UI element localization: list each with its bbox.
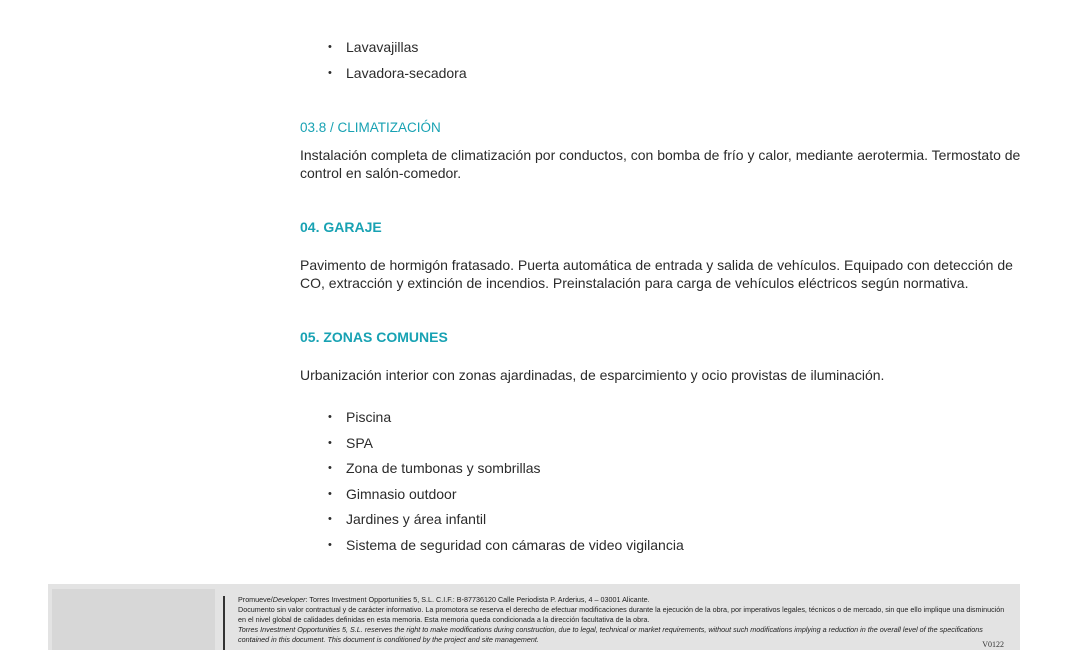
list-item bbox=[328, 533, 684, 559]
list-item bbox=[328, 431, 684, 457]
list-item bbox=[328, 507, 684, 533]
bullet: • bbox=[328, 411, 332, 423]
list-item-label: Piscina bbox=[346, 409, 392, 425]
page-footer bbox=[48, 584, 1020, 650]
list-item bbox=[328, 61, 467, 87]
appliance-list bbox=[328, 35, 467, 86]
bullet: • bbox=[328, 66, 332, 79]
disclaimer-en: Torres Investment Opportunities 5, S.L. reserves the right to make modifications during construction, due to legal, technical or market requirements, without such modifications implying a reduction in the overall level of the specifications contained in this document. This document is conditioned by the project and site management. bbox=[238, 625, 983, 644]
garaje-text: Pavimento de hormigón fratasado. Puerta automática de entrada y salida de vehículos. Equipado con detección de CO, extracción y extinción de incendios. Preinstalación para carga de vehículos eléctricos según normativa. bbox=[300, 257, 1013, 291]
footer-legal-text bbox=[238, 595, 1008, 645]
bullet: • bbox=[328, 436, 332, 449]
disclaimer-es: Documento sin valor contractual y de carácter informativo. La promotora se reserva el derecho de efectuar modificaciones durante la ejecución de la obra, por imperativos legales, técnicos o de mercado, sin que ello implique una disminución en el nivel global de calidades definidas en esta memoria. Esta memoria queda condicionada a la dirección facultativa de la obra. bbox=[238, 605, 1005, 624]
bullet: • bbox=[328, 538, 332, 551]
zonas-comunes-heading: 05. ZONAS COMUNES bbox=[300, 329, 448, 345]
list-item-label: Zona de tumbonas y sombrillas bbox=[346, 460, 541, 476]
list-item bbox=[328, 456, 684, 482]
list-item-label: Lavavajillas bbox=[346, 39, 419, 55]
bullet: • bbox=[328, 513, 332, 525]
list-item bbox=[328, 482, 684, 508]
list-item-label: Gimnasio outdoor bbox=[346, 485, 457, 502]
footer-divider bbox=[223, 596, 225, 650]
developer-line: Promueve/Developer: Torres Investment Opportunities 5, S.L. C.I.F.: B-87736120 Calle Periodista P. Arderius, 4 – 03001 Alicante. bbox=[238, 595, 650, 604]
list-item-label: Lavadora-secadora bbox=[346, 64, 467, 81]
list-item bbox=[328, 35, 467, 61]
zonas-comunes-list bbox=[328, 405, 684, 558]
footer-logo-placeholder bbox=[52, 589, 215, 650]
list-item bbox=[328, 405, 684, 431]
version-code: V0122 bbox=[982, 640, 1004, 649]
climatizacion-text: Instalación completa de climatización por conductos, con bomba de frío y calor, mediante aerotermia. Termostato de control en salón-comedor. bbox=[300, 147, 1021, 181]
bullet: • bbox=[328, 41, 332, 53]
list-item-label: SPA bbox=[346, 434, 373, 451]
garaje-heading: 04. GARAJE bbox=[300, 219, 382, 235]
bullet: • bbox=[328, 487, 332, 500]
list-item-label: Jardines y área infantil bbox=[346, 511, 487, 527]
bullet: • bbox=[328, 462, 332, 474]
zonas-comunes-text: Urbanización interior con zonas ajardinadas, de esparcimiento y ocio provistas de iluminación. bbox=[300, 367, 885, 383]
climatizacion-heading: 03.8 / CLIMATIZACIÓN bbox=[300, 120, 441, 135]
list-item-label: Sistema de seguridad con cámaras de video vigilancia bbox=[346, 536, 684, 553]
